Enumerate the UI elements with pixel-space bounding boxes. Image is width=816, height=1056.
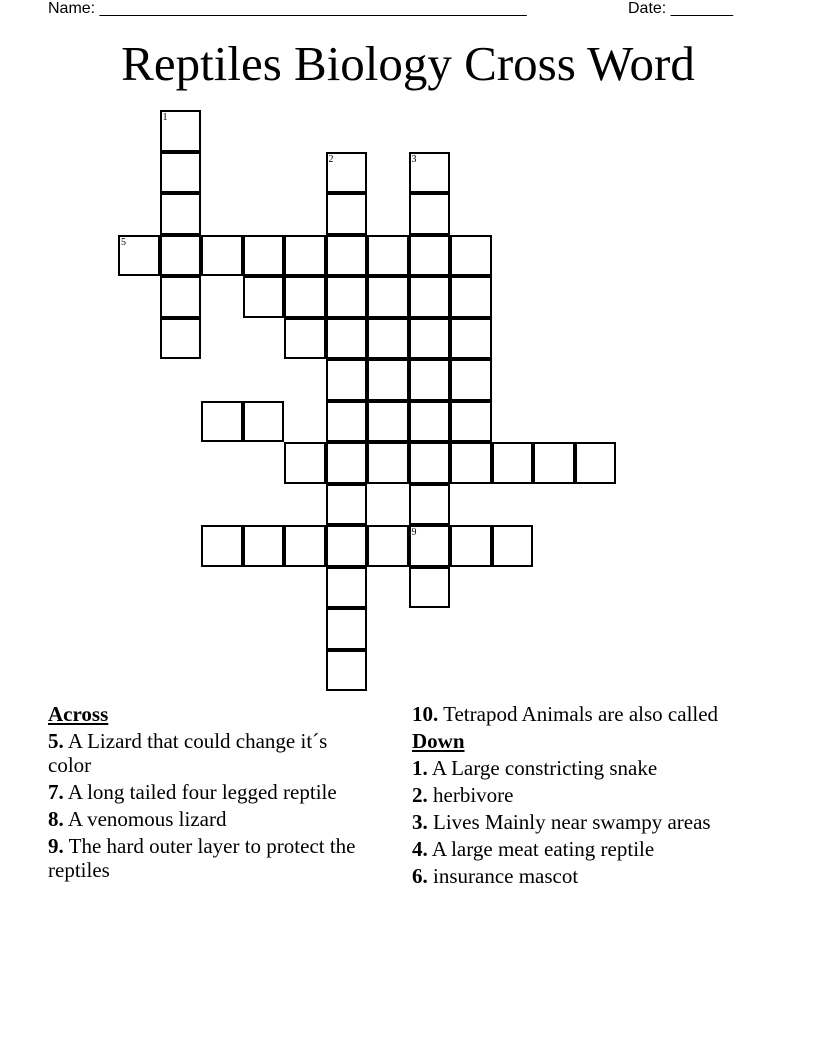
- crossword-cell[interactable]: [160, 110, 202, 152]
- clue-text: insurance mascot: [433, 864, 579, 888]
- date-field-label: Date: _______: [628, 0, 733, 17]
- crossword-cell[interactable]: [409, 525, 451, 567]
- crossword-cell[interactable]: [326, 650, 368, 692]
- crossword-cell[interactable]: [326, 276, 368, 318]
- crossword-cell[interactable]: [533, 442, 575, 484]
- crossword-cell[interactable]: [160, 193, 202, 235]
- crossword-cell[interactable]: [409, 152, 451, 194]
- crossword-cell[interactable]: [409, 567, 451, 609]
- name-field-label: Name: ________________________________________________: [48, 0, 527, 17]
- crossword-cell[interactable]: [326, 401, 368, 443]
- crossword-cell[interactable]: [160, 318, 202, 360]
- clue-number-label: 2: [328, 153, 334, 165]
- crossword-cell[interactable]: [243, 235, 285, 277]
- clue-number: 7.: [48, 780, 64, 804]
- crossword-cell[interactable]: [367, 235, 409, 277]
- crossword-cell[interactable]: [492, 442, 534, 484]
- crossword-cell[interactable]: [284, 235, 326, 277]
- crossword-cell[interactable]: [326, 442, 368, 484]
- clue-across-10: [412, 702, 742, 726]
- clue-across-5: [48, 729, 358, 777]
- crossword-cell[interactable]: [367, 401, 409, 443]
- crossword-cell[interactable]: [367, 442, 409, 484]
- crossword-cell[interactable]: [118, 235, 160, 277]
- across-heading: Across: [48, 702, 109, 726]
- clue-number-label: 9: [411, 527, 417, 538]
- crossword-cell[interactable]: [409, 359, 451, 401]
- crossword-cell[interactable]: [284, 442, 326, 484]
- crossword-cell[interactable]: [243, 401, 285, 443]
- clue-across-7: [48, 780, 358, 804]
- crossword-cell[interactable]: [243, 276, 285, 318]
- crossword-cell[interactable]: [450, 359, 492, 401]
- crossword-cell[interactable]: [450, 235, 492, 277]
- clue-number: 1.: [412, 756, 428, 780]
- crossword-cell[interactable]: [160, 152, 202, 194]
- clue-down-2: [412, 783, 742, 807]
- clue-across-9: [48, 834, 358, 882]
- crossword-cell[interactable]: [326, 567, 368, 609]
- crossword-cell[interactable]: [284, 318, 326, 360]
- crossword-cell[interactable]: [326, 359, 368, 401]
- clue-number: 2.: [412, 783, 428, 807]
- crossword-cell[interactable]: [201, 235, 243, 277]
- crossword-cell[interactable]: [450, 276, 492, 318]
- clue-text: herbivore: [433, 783, 514, 807]
- clue-number: 9.: [48, 834, 64, 858]
- crossword-cell[interactable]: [201, 401, 243, 443]
- crossword-cell[interactable]: [409, 276, 451, 318]
- crossword-cell[interactable]: [450, 401, 492, 443]
- clue-number: 4.: [412, 837, 428, 861]
- crossword-cell[interactable]: [450, 525, 492, 567]
- crossword-cell[interactable]: [243, 525, 285, 567]
- clue-number: 10.: [412, 702, 439, 726]
- clue-down-3: [412, 810, 742, 834]
- clue-number: 8.: [48, 807, 64, 831]
- clue-number-label: 3: [411, 153, 417, 165]
- crossword-cell[interactable]: [450, 442, 492, 484]
- crossword-cell[interactable]: [492, 525, 534, 567]
- clue-number-label: 5: [121, 236, 126, 248]
- down-heading: Down: [412, 729, 465, 753]
- crossword-cell[interactable]: [160, 235, 202, 277]
- crossword-cell[interactable]: [326, 318, 368, 360]
- crossword-cell[interactable]: [326, 608, 368, 650]
- crossword-cell[interactable]: [409, 484, 451, 526]
- crossword-cell[interactable]: [326, 152, 368, 194]
- clue-number: 6.: [412, 864, 428, 888]
- crossword-cell[interactable]: [409, 401, 451, 443]
- crossword-cell[interactable]: [367, 525, 409, 567]
- clues-column-right: [412, 702, 742, 891]
- clues-column-left: [48, 702, 358, 885]
- crossword-cell[interactable]: [367, 276, 409, 318]
- page-title: Reptiles Biology Cross Word: [121, 36, 695, 91]
- crossword-cell[interactable]: [409, 318, 451, 360]
- crossword-cell[interactable]: [160, 276, 202, 318]
- clue-number-label: 1: [162, 112, 168, 123]
- crossword-cell[interactable]: [409, 193, 451, 235]
- crossword-cell[interactable]: [367, 318, 409, 360]
- crossword-cell[interactable]: [409, 235, 451, 277]
- clue-text: The hard outer layer to protect the reptiles: [48, 834, 356, 882]
- crossword-cell[interactable]: [367, 359, 409, 401]
- crossword-cell[interactable]: [575, 442, 617, 484]
- crossword-cell[interactable]: [284, 276, 326, 318]
- crossword-cell[interactable]: [326, 193, 368, 235]
- clue-text: A Large constricting snake: [431, 756, 658, 780]
- clue-text: A Lizard that could change it´s color: [48, 729, 328, 777]
- crossword-cell[interactable]: [284, 525, 326, 567]
- crossword-cell[interactable]: [326, 525, 368, 567]
- clue-across-8: [48, 807, 358, 831]
- crossword-cell[interactable]: [450, 318, 492, 360]
- clue-text: Lives Mainly near swampy areas: [433, 810, 711, 834]
- crossword-cell[interactable]: [409, 442, 451, 484]
- crossword-cell[interactable]: [326, 235, 368, 277]
- crossword-cell[interactable]: [326, 484, 368, 526]
- clue-down-4: [412, 837, 742, 861]
- clue-down-6: [412, 864, 742, 888]
- clue-text: Tetrapod Animals are also called: [443, 702, 719, 726]
- clue-number: 5.: [48, 729, 64, 753]
- crossword-cell[interactable]: [201, 525, 243, 567]
- clue-number: 3.: [412, 810, 428, 834]
- clue-text: A large meat eating reptile: [431, 837, 655, 861]
- clue-text: A long tailed four legged reptile: [67, 780, 337, 804]
- clue-text: A venomous lizard: [67, 807, 227, 831]
- clue-down-1: [412, 756, 742, 780]
